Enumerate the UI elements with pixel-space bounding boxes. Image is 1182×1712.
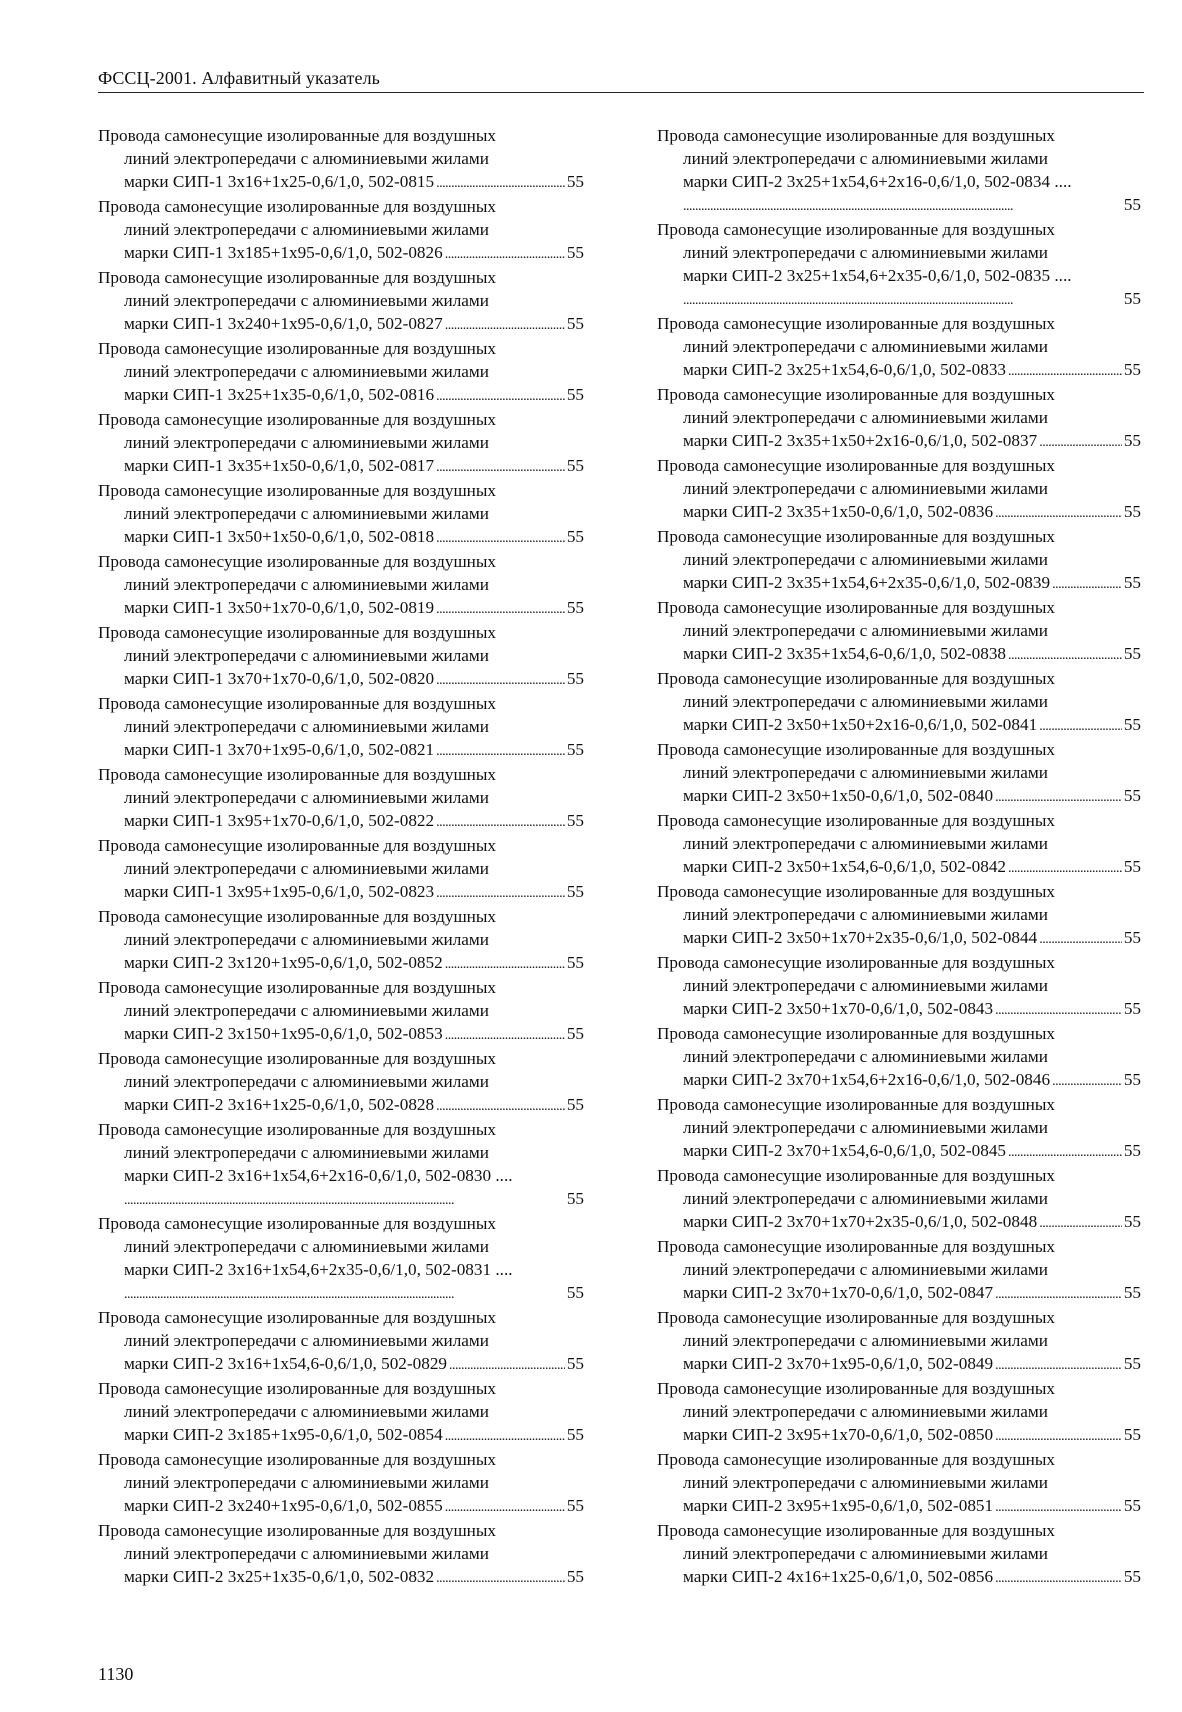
entry-subheading: линий электропередачи с алюминиевыми жилами bbox=[124, 1072, 489, 1091]
dot-leader bbox=[995, 1567, 1122, 1590]
index-entry bbox=[657, 1519, 1141, 1590]
entry-designation-line bbox=[98, 241, 584, 266]
dot-leader bbox=[436, 811, 565, 834]
entry-page-number: 55 bbox=[566, 1095, 584, 1114]
entry-designation: марки СИП-2 3x185+1x95-0,6/1,0, 502-0854 bbox=[124, 1425, 443, 1444]
entry-subheading: линий электропередачи с алюминиевыми жилами bbox=[124, 1402, 489, 1421]
entry-page-number: 55 bbox=[566, 456, 584, 475]
entry-heading: Провода самонесущие изолированные для воздушных bbox=[657, 1024, 1056, 1043]
dot-leader bbox=[1008, 644, 1122, 667]
entry-subheading: линий электропередачи с алюминиевыми жилами bbox=[683, 337, 1048, 356]
entry-heading: Провода самонесущие изолированные для воздушных bbox=[657, 598, 1056, 617]
dot-leader bbox=[436, 527, 565, 550]
entry-page-number: 55 bbox=[1123, 999, 1141, 1018]
dot-leader bbox=[436, 1567, 565, 1590]
entry-page-number: 55 bbox=[566, 385, 584, 404]
entry-designation: марки СИП-2 3x50+1x50-0,6/1,0, 502-0840 bbox=[683, 786, 994, 805]
index-entry bbox=[657, 1164, 1141, 1235]
entry-subheading: линий электропередачи с алюминиевыми жилами bbox=[124, 149, 489, 168]
entry-page-number: 55 bbox=[566, 1496, 584, 1515]
dot-leader bbox=[995, 1496, 1122, 1519]
dot-leader bbox=[436, 740, 565, 763]
entry-page-number: 55 bbox=[566, 172, 584, 191]
dot-leader bbox=[995, 1354, 1122, 1377]
dot-leader bbox=[124, 1189, 565, 1212]
index-entry bbox=[657, 1306, 1141, 1377]
dot-leader bbox=[449, 1354, 565, 1377]
entry-heading: Провода самонесущие изолированные для воздушных bbox=[657, 1521, 1056, 1540]
entry-heading: Провода самонесущие изолированные для воздушных bbox=[98, 1308, 497, 1327]
entry-heading: Провода самонесущие изолированные для воздушных bbox=[98, 197, 497, 216]
entry-heading: Провода самонесущие изолированные для воздушных bbox=[657, 882, 1056, 901]
entry-subheading: линий электропередачи с алюминиевыми жилами bbox=[124, 1544, 489, 1563]
entry-page-number: 55 bbox=[1123, 289, 1141, 308]
entry-subheading: линий электропередачи с алюминиевыми жилами bbox=[683, 1189, 1048, 1208]
index-entry bbox=[657, 596, 1141, 667]
entry-designation-line bbox=[98, 1164, 584, 1187]
entry-subheading: линий электропередачи с алюминиевыми жилами bbox=[124, 1143, 489, 1162]
entry-page-number: 55 bbox=[1123, 1425, 1141, 1444]
dot-leader bbox=[995, 999, 1122, 1022]
entry-designation: марки СИП-2 3x70+1x95-0,6/1,0, 502-0849 bbox=[683, 1354, 994, 1373]
entry-subheading: линий электропередачи с алюминиевыми жилами bbox=[683, 1047, 1048, 1066]
index-entry bbox=[657, 218, 1141, 312]
entry-heading: Провода самонесущие изолированные для воздушных bbox=[98, 1214, 497, 1233]
dot-leader-line bbox=[657, 287, 1141, 312]
entry-designation-line bbox=[657, 264, 1141, 287]
entry-heading: Провода самонесущие изолированные для воздушных bbox=[657, 1095, 1056, 1114]
entry-page-number: 55 bbox=[566, 669, 584, 688]
entry-heading: Провода самонесущие изолированные для воздушных bbox=[98, 1049, 497, 1068]
entry-page-number: 55 bbox=[566, 1283, 584, 1302]
dot-leader-line bbox=[657, 193, 1141, 218]
dot-leader bbox=[995, 1283, 1122, 1306]
dot-leader bbox=[445, 1024, 565, 1047]
entry-heading: Провода самонесущие изолированные для воздушных bbox=[657, 953, 1056, 972]
dot-leader bbox=[436, 456, 565, 479]
dot-leader bbox=[445, 1425, 565, 1448]
entry-heading: Провода самонесущие изолированные для воздушных bbox=[657, 456, 1056, 475]
entry-heading: Провода самонесущие изолированные для воздушных bbox=[98, 765, 497, 784]
entry-heading: Провода самонесущие изолированные для воздушных bbox=[657, 1379, 1056, 1398]
entry-designation-line bbox=[98, 596, 584, 621]
entry-subheading: линий электропередачи с алюминиевыми жилами bbox=[683, 243, 1048, 262]
index-entry bbox=[98, 479, 584, 550]
entry-page-number: 55 bbox=[566, 314, 584, 333]
entry-subheading: линий электропередачи с алюминиевыми жилами bbox=[124, 788, 489, 807]
entry-heading: Провода самонесущие изолированные для воздушных bbox=[98, 339, 497, 358]
index-entry bbox=[657, 312, 1141, 383]
index-entry bbox=[98, 408, 584, 479]
entry-page-number: 55 bbox=[1123, 786, 1141, 805]
dot-leader bbox=[1039, 928, 1122, 951]
entry-designation-line bbox=[657, 1423, 1141, 1448]
entry-designation-line bbox=[657, 784, 1141, 809]
index-entry bbox=[657, 383, 1141, 454]
entry-subheading: линий электропередачи с алюминиевыми жилами bbox=[683, 1473, 1048, 1492]
index-entry bbox=[98, 550, 584, 621]
entry-page-number: 55 bbox=[566, 598, 584, 617]
entry-heading: Провода самонесущие изолированные для воздушных bbox=[98, 481, 497, 500]
entry-designation-line bbox=[98, 809, 584, 834]
entry-page-number: 55 bbox=[1123, 715, 1141, 734]
dot-leader bbox=[1039, 431, 1122, 454]
entry-subheading: линий электропередачи с алюминиевыми жилами bbox=[683, 149, 1048, 168]
entry-subheading: линий электропередачи с алюминиевыми жилами bbox=[124, 291, 489, 310]
entry-designation: марки СИП-2 3x16+1x25-0,6/1,0, 502-0828 bbox=[124, 1095, 435, 1114]
entry-page-number: 55 bbox=[566, 811, 584, 830]
dot-leader bbox=[1052, 573, 1122, 596]
entry-designation: марки СИП-2 3x50+1x70-0,6/1,0, 502-0843 bbox=[683, 999, 994, 1018]
entry-heading: Провода самонесущие изолированные для воздушных bbox=[98, 694, 497, 713]
dot-leader bbox=[1008, 1141, 1122, 1164]
entry-subheading: линий электропередачи с алюминиевыми жилами bbox=[683, 1544, 1048, 1563]
entry-heading: Провода самонесущие изолированные для воздушных bbox=[98, 268, 497, 287]
entry-designation-line bbox=[657, 358, 1141, 383]
entry-designation: марки СИП-2 3x50+1x70+2x35-0,6/1,0, 502-0844 bbox=[683, 928, 1038, 947]
index-entry bbox=[98, 266, 584, 337]
index-entry bbox=[98, 692, 584, 763]
dot-leader bbox=[683, 195, 1122, 218]
dot-leader bbox=[995, 502, 1122, 525]
entry-heading: Провода самонесущие изолированные для воздушных bbox=[98, 1120, 497, 1139]
entry-designation-line bbox=[657, 1494, 1141, 1519]
dot-leader bbox=[436, 669, 565, 692]
entry-page-number: 55 bbox=[566, 882, 584, 901]
entry-designation-line bbox=[657, 1281, 1141, 1306]
entry-heading: Провода самонесущие изолированные для воздушных bbox=[98, 126, 497, 145]
entry-page-number: 55 bbox=[566, 953, 584, 972]
entry-designation: марки СИП-1 3x16+1x25-0,6/1,0, 502-0815 bbox=[124, 172, 435, 191]
entry-subheading: линий электропередачи с алюминиевыми жилами bbox=[683, 1118, 1048, 1137]
index-entry bbox=[98, 124, 584, 195]
dot-leader bbox=[445, 314, 565, 337]
entry-heading: Провода самонесущие изолированные для воздушных bbox=[657, 1450, 1056, 1469]
index-entry bbox=[657, 124, 1141, 218]
entry-subheading: линий электропередачи с алюминиевыми жилами bbox=[124, 362, 489, 381]
entry-page-number: 55 bbox=[1123, 857, 1141, 876]
entry-designation: марки СИП-1 3x25+1x35-0,6/1,0, 502-0816 bbox=[124, 385, 435, 404]
dot-leader bbox=[445, 953, 565, 976]
entry-designation-line bbox=[98, 1494, 584, 1519]
entry-designation: марки СИП-2 3x70+1x70+2x35-0,6/1,0, 502-0848 bbox=[683, 1212, 1038, 1231]
entry-subheading: линий электропередачи с алюминиевыми жилами bbox=[124, 1473, 489, 1492]
entry-designation: марки СИП-1 3x95+1x95-0,6/1,0, 502-0823 bbox=[124, 882, 435, 901]
entry-designation: марки СИП-2 3x16+1x54,6+2x35-0,6/1,0, 502-0831 .... bbox=[124, 1258, 513, 1281]
entry-page-number: 55 bbox=[1123, 1354, 1141, 1373]
index-entry bbox=[98, 1377, 584, 1448]
entry-subheading: линий электропередачи с алюминиевыми жилами bbox=[124, 1001, 489, 1020]
entry-subheading: линий электропередачи с алюминиевыми жилами bbox=[683, 1331, 1048, 1350]
index-entry bbox=[657, 454, 1141, 525]
index-entry bbox=[657, 1448, 1141, 1519]
entry-designation-line bbox=[98, 383, 584, 408]
entry-page-number: 55 bbox=[566, 1425, 584, 1444]
entry-heading: Провода самонесущие изолированные для воздушных bbox=[98, 836, 497, 855]
entry-designation-line bbox=[657, 1139, 1141, 1164]
entry-heading: Провода самонесущие изолированные для воздушных bbox=[657, 126, 1056, 145]
dot-leader bbox=[995, 786, 1122, 809]
entry-page-number: 55 bbox=[1123, 644, 1141, 663]
entry-designation: марки СИП-1 3x50+1x50-0,6/1,0, 502-0818 bbox=[124, 527, 435, 546]
entry-designation-line bbox=[98, 1423, 584, 1448]
index-entry bbox=[657, 525, 1141, 596]
index-column-right bbox=[657, 124, 1141, 1590]
entry-designation: марки СИП-2 3x150+1x95-0,6/1,0, 502-0853 bbox=[124, 1024, 443, 1043]
entry-subheading: линий электропередачи с алюминиевыми жилами bbox=[124, 1237, 489, 1256]
entry-designation: марки СИП-2 3x240+1x95-0,6/1,0, 502-0855 bbox=[124, 1496, 443, 1515]
entry-designation: марки СИП-2 3x16+1x54,6-0,6/1,0, 502-0829 bbox=[124, 1354, 448, 1373]
entry-page-number: 55 bbox=[566, 1354, 584, 1373]
entry-subheading: линий электропередачи с алюминиевыми жилами bbox=[683, 763, 1048, 782]
entry-page-number: 55 bbox=[1123, 431, 1141, 450]
entry-designation: марки СИП-2 3x35+1x54,6+2x35-0,6/1,0, 502-0839 bbox=[683, 573, 1051, 592]
entry-designation-line bbox=[657, 170, 1141, 193]
entry-subheading: линий электропередачи с алюминиевыми жилами bbox=[124, 717, 489, 736]
entry-subheading: линий электропередачи с алюминиевыми жилами bbox=[124, 575, 489, 594]
entry-page-number: 55 bbox=[1123, 573, 1141, 592]
entry-subheading: линий электропередачи с алюминиевыми жилами bbox=[683, 408, 1048, 427]
entry-subheading: линий электропередачи с алюминиевыми жилами bbox=[124, 504, 489, 523]
entry-heading: Провода самонесущие изолированные для воздушных bbox=[98, 1450, 497, 1469]
entry-subheading: линий электропередачи с алюминиевыми жилами bbox=[683, 834, 1048, 853]
entry-subheading: линий электропередачи с алюминиевыми жилами bbox=[124, 646, 489, 665]
entry-heading: Провода самонесущие изолированные для воздушных bbox=[98, 552, 497, 571]
entry-designation: марки СИП-2 3x70+1x70-0,6/1,0, 502-0847 bbox=[683, 1283, 994, 1302]
entry-page-number: 55 bbox=[566, 740, 584, 759]
entry-designation: марки СИП-2 3x50+1x50+2x16-0,6/1,0, 502-0841 bbox=[683, 715, 1038, 734]
index-column-left bbox=[98, 124, 584, 1590]
entry-designation: марки СИП-2 3x25+1x35-0,6/1,0, 502-0832 bbox=[124, 1567, 435, 1586]
index-entry bbox=[98, 1212, 584, 1306]
entry-designation-line bbox=[98, 312, 584, 337]
entry-heading: Провода самонесущие изолированные для воздушных bbox=[657, 669, 1056, 688]
entry-page-number: 55 bbox=[1123, 928, 1141, 947]
entry-designation-line bbox=[98, 170, 584, 195]
entry-subheading: линий электропередачи с алюминиевыми жилами bbox=[124, 220, 489, 239]
entry-page-number: 55 bbox=[566, 1024, 584, 1043]
dot-leader-line bbox=[98, 1187, 584, 1212]
entry-page-number: 55 bbox=[566, 1567, 584, 1586]
entry-heading: Провода самонесущие изолированные для воздушных bbox=[657, 220, 1056, 239]
index-entry bbox=[98, 621, 584, 692]
index-entry bbox=[657, 1022, 1141, 1093]
dot-leader bbox=[1039, 1212, 1122, 1235]
index-entry bbox=[657, 880, 1141, 951]
index-entry bbox=[98, 1306, 584, 1377]
entry-heading: Провода самонесущие изолированные для воздушных bbox=[98, 623, 497, 642]
header-rule bbox=[98, 92, 1144, 93]
entry-heading: Провода самонесущие изолированные для воздушных bbox=[657, 385, 1056, 404]
entry-heading: Провода самонесущие изолированные для воздушных bbox=[657, 527, 1056, 546]
entry-subheading: линий электропередачи с алюминиевыми жилами bbox=[683, 976, 1048, 995]
entry-designation: марки СИП-2 4x16+1x25-0,6/1,0, 502-0856 bbox=[683, 1567, 994, 1586]
entry-designation-line bbox=[657, 997, 1141, 1022]
index-entry bbox=[98, 763, 584, 834]
entry-heading: Провода самонесущие изолированные для воздушных bbox=[657, 314, 1056, 333]
entry-heading: Провода самонесущие изолированные для воздушных bbox=[98, 978, 497, 997]
entry-designation-line bbox=[98, 880, 584, 905]
index-entry bbox=[98, 1118, 584, 1212]
dot-leader bbox=[124, 1283, 565, 1306]
page-number: 1130 bbox=[98, 1664, 134, 1684]
dot-leader bbox=[1008, 857, 1122, 880]
entry-designation-line bbox=[657, 855, 1141, 880]
dot-leader bbox=[1008, 360, 1122, 383]
entry-subheading: линий электропередачи с алюминиевыми жилами bbox=[124, 1331, 489, 1350]
entry-designation-line bbox=[657, 1352, 1141, 1377]
index-entry bbox=[657, 809, 1141, 880]
entry-designation: марки СИП-2 3x70+1x54,6-0,6/1,0, 502-0845 bbox=[683, 1141, 1007, 1160]
entry-subheading: линий электропередачи с алюминиевыми жилами bbox=[683, 550, 1048, 569]
entry-designation-line bbox=[98, 1352, 584, 1377]
entry-designation: марки СИП-2 3x95+1x70-0,6/1,0, 502-0850 bbox=[683, 1425, 994, 1444]
entry-designation: марки СИП-2 3x25+1x54,6-0,6/1,0, 502-0833 bbox=[683, 360, 1007, 379]
entry-designation-line bbox=[98, 1093, 584, 1118]
entry-subheading: линий электропередачи с алюминиевыми жилами bbox=[124, 930, 489, 949]
index-entry bbox=[657, 738, 1141, 809]
index-entry bbox=[657, 667, 1141, 738]
entry-subheading: линий электропередачи с алюминиевыми жилами bbox=[683, 692, 1048, 711]
entry-subheading: линий электропередачи с алюминиевыми жилами bbox=[683, 479, 1048, 498]
entry-heading: Провода самонесущие изолированные для воздушных bbox=[98, 1379, 497, 1398]
index-entry bbox=[98, 1519, 584, 1590]
entry-heading: Провода самонесущие изолированные для воздушных bbox=[657, 1237, 1056, 1256]
entry-designation-line bbox=[98, 454, 584, 479]
entry-subheading: линий электропередачи с алюминиевыми жилами bbox=[683, 905, 1048, 924]
entry-subheading: линий электропередачи с алюминиевыми жилами bbox=[683, 621, 1048, 640]
entry-designation: марки СИП-2 3x16+1x54,6+2x16-0,6/1,0, 502-0830 .... bbox=[124, 1164, 513, 1187]
dot-leader bbox=[436, 385, 565, 408]
entry-designation-line bbox=[98, 667, 584, 692]
index-entry bbox=[98, 1047, 584, 1118]
dot-leader bbox=[436, 882, 565, 905]
entry-subheading: линий электропередачи с алюминиевыми жилами bbox=[683, 1402, 1048, 1421]
entry-designation-line bbox=[98, 1565, 584, 1590]
dot-leader bbox=[445, 1496, 565, 1519]
entry-designation: марки СИП-1 3x185+1x95-0,6/1,0, 502-0826 bbox=[124, 243, 443, 262]
entry-page-number: 55 bbox=[1123, 195, 1141, 214]
entry-designation-line bbox=[98, 1258, 584, 1281]
index-entry bbox=[657, 1235, 1141, 1306]
entry-designation: марки СИП-2 3x25+1x54,6+2x35-0,6/1,0, 502-0835 .... bbox=[683, 264, 1072, 287]
dot-leader bbox=[445, 243, 565, 266]
entry-page-number: 55 bbox=[1123, 1212, 1141, 1231]
dot-leader bbox=[436, 172, 565, 195]
entry-page-number: 55 bbox=[1123, 1141, 1141, 1160]
index-entry bbox=[98, 905, 584, 976]
entry-page-number: 55 bbox=[1123, 360, 1141, 379]
entry-page-number: 55 bbox=[1123, 1070, 1141, 1089]
entry-heading: Провода самонесущие изолированные для воздушных bbox=[98, 1521, 497, 1540]
entry-designation-line bbox=[657, 500, 1141, 525]
index-entry bbox=[98, 834, 584, 905]
dot-leader bbox=[683, 289, 1122, 312]
index-entry bbox=[657, 1377, 1141, 1448]
entry-subheading: линий электропередачи с алюминиевыми жилами bbox=[124, 859, 489, 878]
entry-page-number: 55 bbox=[1123, 1283, 1141, 1302]
entry-designation-line bbox=[657, 1210, 1141, 1235]
running-header: ФССЦ-2001. Алфавитный указатель bbox=[98, 68, 380, 88]
dot-leader bbox=[436, 598, 565, 621]
entry-designation: марки СИП-2 3x35+1x50-0,6/1,0, 502-0836 bbox=[683, 502, 994, 521]
index-entry bbox=[98, 195, 584, 266]
entry-designation: марки СИП-2 3x70+1x54,6+2x16-0,6/1,0, 502-0846 bbox=[683, 1070, 1051, 1089]
entry-designation-line bbox=[657, 1565, 1141, 1590]
entry-heading: Провода самонесущие изолированные для воздушных bbox=[98, 907, 497, 926]
entry-heading: Провода самонесущие изолированные для воздушных bbox=[657, 811, 1056, 830]
entry-designation-line bbox=[657, 571, 1141, 596]
entry-subheading: линий электропередачи с алюминиевыми жилами bbox=[683, 1260, 1048, 1279]
entry-designation-line bbox=[657, 713, 1141, 738]
entry-designation: марки СИП-2 3x95+1x95-0,6/1,0, 502-0851 bbox=[683, 1496, 994, 1515]
entry-designation-line bbox=[657, 926, 1141, 951]
entry-designation: марки СИП-1 3x35+1x50-0,6/1,0, 502-0817 bbox=[124, 456, 435, 475]
entry-designation: марки СИП-1 3x70+1x95-0,6/1,0, 502-0821 bbox=[124, 740, 435, 759]
entry-page-number: 55 bbox=[1123, 502, 1141, 521]
dot-leader bbox=[995, 1425, 1122, 1448]
dot-leader bbox=[1052, 1070, 1122, 1093]
entry-designation: марки СИП-2 3x35+1x54,6-0,6/1,0, 502-0838 bbox=[683, 644, 1007, 663]
entry-page-number: 55 bbox=[566, 1189, 584, 1208]
entry-heading: Провода самонесущие изолированные для воздушных bbox=[657, 740, 1056, 759]
entry-designation-line bbox=[657, 429, 1141, 454]
index-entry bbox=[657, 1093, 1141, 1164]
index-entry bbox=[98, 976, 584, 1047]
index-entry bbox=[98, 337, 584, 408]
entry-designation-line bbox=[98, 738, 584, 763]
entry-designation: марки СИП-2 3x120+1x95-0,6/1,0, 502-0852 bbox=[124, 953, 443, 972]
entry-heading: Провода самонесущие изолированные для воздушных bbox=[657, 1308, 1056, 1327]
entry-designation: марки СИП-2 3x35+1x50+2x16-0,6/1,0, 502-0837 bbox=[683, 431, 1038, 450]
index-entry bbox=[657, 951, 1141, 1022]
entry-designation-line bbox=[657, 642, 1141, 667]
entry-designation: марки СИП-1 3x240+1x95-0,6/1,0, 502-0827 bbox=[124, 314, 443, 333]
dot-leader bbox=[436, 1095, 565, 1118]
dot-leader-line bbox=[98, 1281, 584, 1306]
entry-designation-line bbox=[98, 525, 584, 550]
entry-designation-line bbox=[98, 1022, 584, 1047]
entry-page-number: 55 bbox=[566, 243, 584, 262]
entry-page-number: 55 bbox=[566, 527, 584, 546]
entry-designation: марки СИП-1 3x50+1x70-0,6/1,0, 502-0819 bbox=[124, 598, 435, 617]
index-entry bbox=[98, 1448, 584, 1519]
entry-heading: Провода самонесущие изолированные для воздушных bbox=[657, 1166, 1056, 1185]
entry-designation-line bbox=[98, 951, 584, 976]
dot-leader bbox=[1039, 715, 1122, 738]
entry-designation: марки СИП-2 3x25+1x54,6+2x16-0,6/1,0, 502-0834 .... bbox=[683, 170, 1072, 193]
entry-page-number: 55 bbox=[1123, 1567, 1141, 1586]
entry-heading: Провода самонесущие изолированные для воздушных bbox=[98, 410, 497, 429]
entry-page-number: 55 bbox=[1123, 1496, 1141, 1515]
entry-designation: марки СИП-1 3x95+1x70-0,6/1,0, 502-0822 bbox=[124, 811, 435, 830]
entry-subheading: линий электропередачи с алюминиевыми жилами bbox=[124, 433, 489, 452]
entry-designation: марки СИП-1 3x70+1x70-0,6/1,0, 502-0820 bbox=[124, 669, 435, 688]
entry-designation-line bbox=[657, 1068, 1141, 1093]
entry-designation: марки СИП-2 3x50+1x54,6-0,6/1,0, 502-0842 bbox=[683, 857, 1007, 876]
